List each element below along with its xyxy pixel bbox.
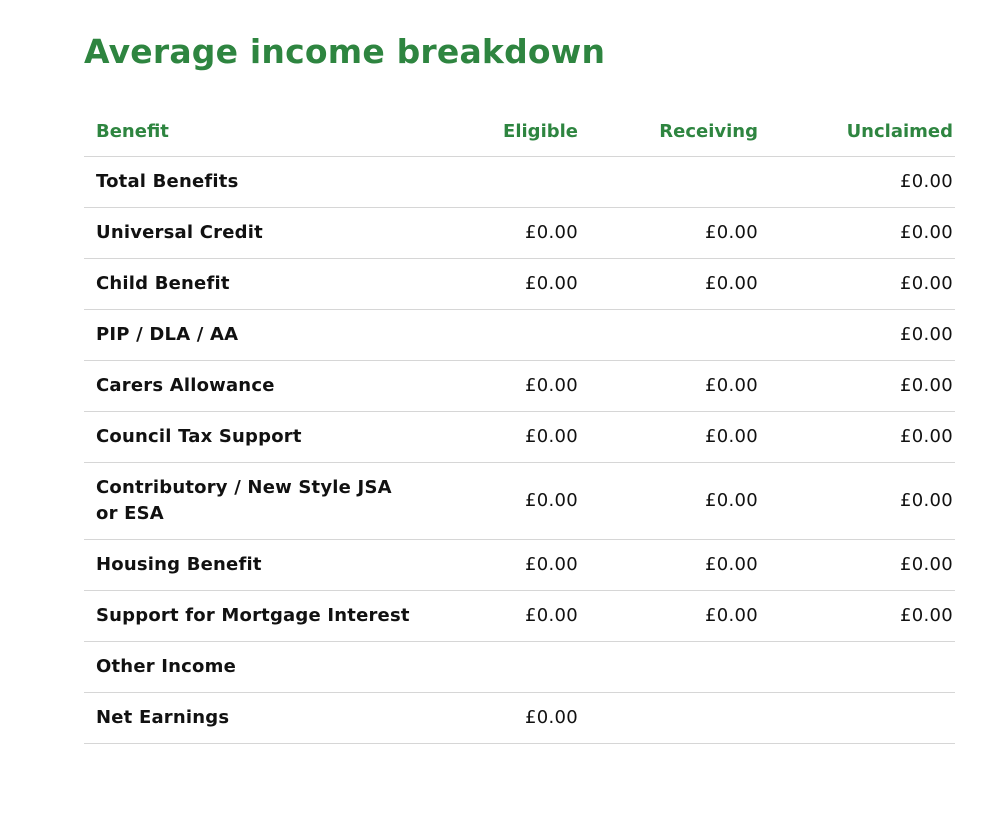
table-row-universal-credit bbox=[84, 208, 955, 259]
column-header-unclaimed: Unclaimed bbox=[760, 106, 955, 157]
unclaimed-amount: £0.00 bbox=[760, 540, 955, 591]
receiving-amount: £0.00 bbox=[580, 259, 760, 310]
eligible-amount: £0.00 bbox=[414, 591, 580, 642]
table-row-other-income bbox=[84, 642, 955, 693]
column-header-receiving: Receiving bbox=[580, 106, 760, 157]
benefit-name: Universal Credit bbox=[84, 208, 414, 259]
benefit-name: Support for Mortgage Interest bbox=[84, 591, 414, 642]
receiving-amount: £0.00 bbox=[580, 412, 760, 463]
unclaimed-amount: £0.00 bbox=[760, 361, 955, 412]
eligible-amount bbox=[414, 642, 580, 693]
benefit-name: Carers Allowance bbox=[84, 361, 414, 412]
table-row-net-earnings bbox=[84, 693, 955, 744]
eligible-amount: £0.00 bbox=[414, 463, 580, 540]
receiving-amount: £0.00 bbox=[580, 591, 760, 642]
benefit-name: Council Tax Support bbox=[84, 412, 414, 463]
benefit-name: Net Earnings bbox=[84, 693, 414, 744]
table-row-contributory-jsa-esa bbox=[84, 463, 955, 540]
table-row-total-benefits bbox=[84, 157, 955, 208]
table-row-housing-benefit bbox=[84, 540, 955, 591]
eligible-amount: £0.00 bbox=[414, 259, 580, 310]
receiving-amount: £0.00 bbox=[580, 361, 760, 412]
benefit-name-text: Contributory / New Style JSA or ESA bbox=[96, 477, 392, 524]
benefit-name: Other Income bbox=[84, 642, 414, 693]
receiving-amount bbox=[580, 693, 760, 744]
page-title: Average income breakdown bbox=[84, 32, 606, 71]
benefit-name: Total Benefits bbox=[84, 157, 414, 208]
unclaimed-amount: £0.00 bbox=[760, 310, 955, 361]
table-row-carers-allowance bbox=[84, 361, 955, 412]
receiving-amount: £0.00 bbox=[580, 208, 760, 259]
table-row-pip-dla-aa bbox=[84, 310, 955, 361]
table-row-child-benefit bbox=[84, 259, 955, 310]
column-header-benefit: Benefit bbox=[84, 106, 414, 157]
unclaimed-amount: £0.00 bbox=[760, 591, 955, 642]
benefit-name: PIP / DLA / AA bbox=[84, 310, 414, 361]
receiving-amount bbox=[580, 642, 760, 693]
table-row-council-tax-support bbox=[84, 412, 955, 463]
eligible-amount: £0.00 bbox=[414, 693, 580, 744]
unclaimed-amount bbox=[760, 642, 955, 693]
unclaimed-amount: £0.00 bbox=[760, 259, 955, 310]
benefit-name: Child Benefit bbox=[84, 259, 414, 310]
receiving-amount bbox=[580, 157, 760, 208]
table-row-support-mortgage-interest bbox=[84, 591, 955, 642]
benefit-name bbox=[84, 463, 414, 540]
unclaimed-amount: £0.00 bbox=[760, 463, 955, 540]
eligible-amount: £0.00 bbox=[414, 540, 580, 591]
income-breakdown-table bbox=[84, 106, 955, 744]
eligible-amount: £0.00 bbox=[414, 412, 580, 463]
unclaimed-amount: £0.00 bbox=[760, 157, 955, 208]
table-header-row bbox=[84, 106, 955, 157]
unclaimed-amount: £0.00 bbox=[760, 412, 955, 463]
eligible-amount: £0.00 bbox=[414, 361, 580, 412]
benefit-name: Housing Benefit bbox=[84, 540, 414, 591]
eligible-amount: £0.00 bbox=[414, 208, 580, 259]
eligible-amount bbox=[414, 310, 580, 361]
unclaimed-amount: £0.00 bbox=[760, 208, 955, 259]
unclaimed-amount bbox=[760, 693, 955, 744]
receiving-amount bbox=[580, 310, 760, 361]
column-header-eligible: Eligible bbox=[414, 106, 580, 157]
eligible-amount bbox=[414, 157, 580, 208]
receiving-amount: £0.00 bbox=[580, 540, 760, 591]
receiving-amount: £0.00 bbox=[580, 463, 760, 540]
